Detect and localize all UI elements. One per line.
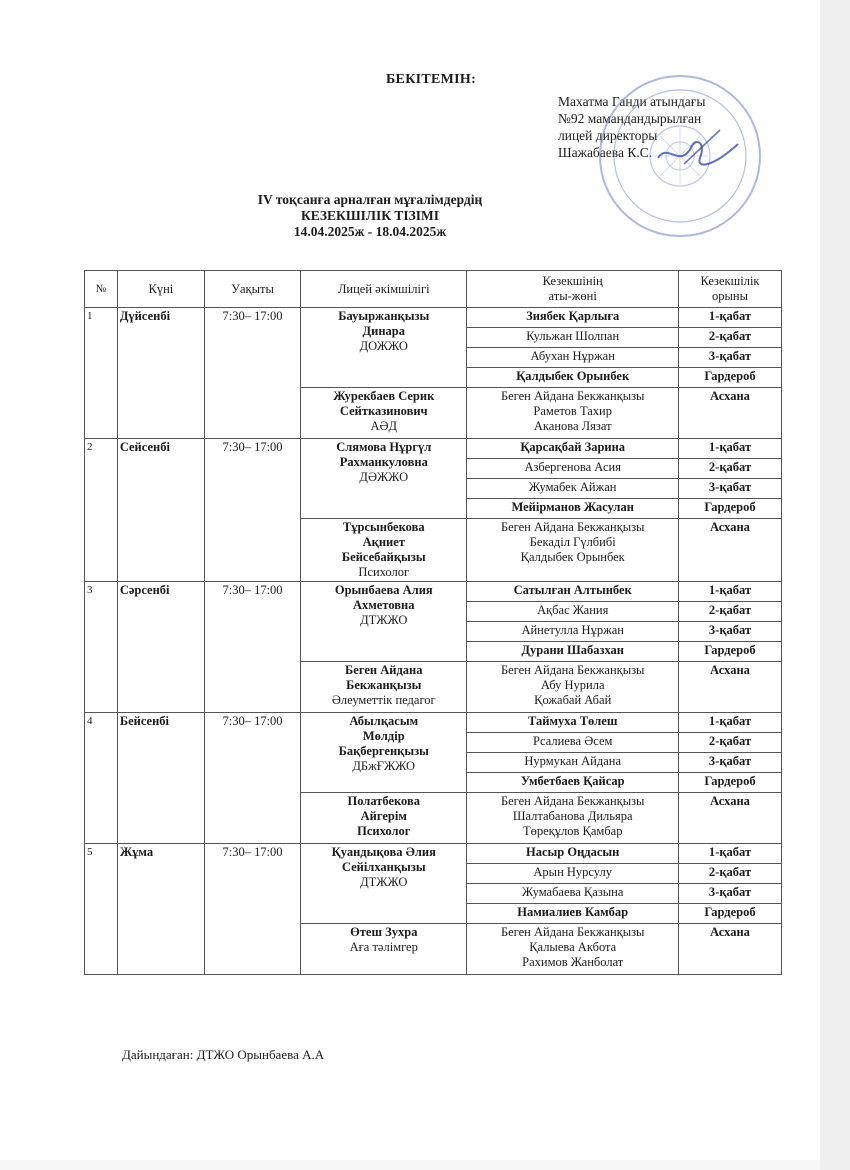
table-row	[85, 844, 782, 864]
row-time: 7:30– 17:00	[204, 582, 300, 713]
cell-line: Раметов Тахир	[533, 404, 613, 418]
approval-line: лицей директоры	[558, 128, 658, 143]
admin-person	[301, 713, 467, 793]
duty-name: Қалдыбек Орынбек	[467, 368, 679, 388]
duty-name: Азбергенова Асия	[467, 459, 679, 479]
row-number: 5	[85, 844, 118, 975]
approval-heading: БЕКІТЕМІН:	[386, 72, 477, 87]
canteen-place: Асхана	[679, 388, 782, 439]
cell-line: Аға тәлімгер	[349, 940, 418, 954]
admin-person	[301, 519, 467, 582]
row-day: Сейсенбі	[117, 439, 204, 582]
cell-line: Абылқасым	[349, 714, 419, 728]
canteen-place: Асхана	[679, 793, 782, 844]
cell-line: Тұрсынбекова	[342, 520, 425, 534]
row-number: 4	[85, 713, 118, 844]
row-number: 3	[85, 582, 118, 713]
duty-place: 1-қабат	[679, 582, 782, 602]
cell-line: ДӘЖЖО	[359, 470, 409, 484]
cell-line: Беген Айдана Бекжанқызы	[500, 389, 645, 403]
duty-name: Таймуха Төлеш	[467, 713, 679, 733]
cell-line: Беген Айдана Бекжанқызы	[500, 663, 645, 677]
duty-name: Кульжан Шолпан	[467, 328, 679, 348]
canteen-duty-names	[467, 793, 679, 844]
cell-line: Психолог	[357, 824, 411, 838]
admin-person	[301, 388, 467, 439]
cell-line: Бақбергенқызы	[338, 744, 429, 758]
duty-place: 1-қабат	[679, 308, 782, 328]
table-row	[85, 713, 782, 733]
row-time: 7:30– 17:00	[204, 844, 300, 975]
cell-line: Беген Айдана	[345, 663, 423, 677]
duty-name: Абухан Нұржан	[467, 348, 679, 368]
col-header-place	[679, 271, 782, 308]
duty-place: 2-қабат	[679, 733, 782, 753]
cell-line: Бауыржанқызы	[338, 309, 430, 323]
document-title	[180, 192, 560, 240]
cell-line: Қалыева Акбота	[529, 940, 617, 954]
cell-line: Қуандықова Әлия	[331, 845, 436, 859]
row-time: 7:30– 17:00	[204, 439, 300, 582]
duty-place: Гардероб	[679, 499, 782, 519]
canteen-duty-names	[467, 388, 679, 439]
duty-place: Гардероб	[679, 368, 782, 388]
col-header-duty-line: Кезекшінің	[542, 274, 603, 288]
col-header-duty	[467, 271, 679, 308]
table-header-row	[85, 271, 782, 308]
duty-place: 3-қабат	[679, 884, 782, 904]
title-line: КЕЗЕКШІЛІК ТІЗІМІ	[300, 208, 440, 223]
cell-line: Ақниет	[362, 535, 405, 549]
duty-place: 1-қабат	[679, 439, 782, 459]
canteen-duty-names	[467, 924, 679, 975]
admin-person	[301, 662, 467, 713]
duty-name: Арын Нурсулу	[467, 864, 679, 884]
cell-line: Сейтказинович	[339, 404, 428, 418]
admin-person	[301, 439, 467, 519]
cell-line: АӘД	[370, 419, 398, 433]
duty-place: 3-қабат	[679, 622, 782, 642]
cell-line: Беген Айдана Бекжанқызы	[500, 794, 645, 808]
cell-line: Мөлдір	[362, 729, 405, 743]
cell-line: Сейілханқызы	[341, 860, 426, 874]
duty-place: Гардероб	[679, 904, 782, 924]
duty-place: Гардероб	[679, 773, 782, 793]
duty-place: 2-қабат	[679, 459, 782, 479]
page-edge	[820, 0, 850, 1170]
duty-place: 3-қабат	[679, 348, 782, 368]
cell-line: Төреқұлов Қамбар	[522, 824, 623, 838]
cell-line: Беген Айдана Бекжанқызы	[500, 925, 645, 939]
table-body	[85, 308, 782, 975]
cell-line: Рахманкуловна	[339, 455, 428, 469]
cell-line: Беген Айдана Бекжанқызы	[500, 520, 645, 534]
prepared-by: Дайындаған: ДТЖО Орынбаева А.А	[122, 1047, 325, 1062]
admin-person	[301, 308, 467, 388]
cell-line: Әлеуметтік педагог	[331, 693, 436, 707]
canteen-place: Асхана	[679, 924, 782, 975]
duty-name: Рсалиева Әсем	[467, 733, 679, 753]
duty-name: Жумабаева Қазына	[467, 884, 679, 904]
duty-place: 2-қабат	[679, 602, 782, 622]
row-day: Сәрсенбі	[117, 582, 204, 713]
admin-person	[301, 582, 467, 662]
duty-name: Қарсақбай Зарина	[467, 439, 679, 459]
duty-place: 2-қабат	[679, 328, 782, 348]
table-row	[85, 439, 782, 459]
duty-name: Айнетулла Нұржан	[467, 622, 679, 642]
cell-line: ДТЖЖО	[360, 875, 408, 889]
duty-name: Мейірманов Жасулан	[467, 499, 679, 519]
table-row	[85, 582, 782, 602]
col-header-admin: Лицей әкімшілігі	[301, 271, 467, 308]
duty-place: 2-қабат	[679, 864, 782, 884]
approval-line: Шажабаева К.С.	[558, 145, 653, 160]
duty-name: Нурмукан Айдана	[467, 753, 679, 773]
cell-line: Слямова Нұргүл	[336, 440, 432, 454]
cell-line: Динара	[362, 324, 405, 338]
cell-line: Қалдыбек Орынбек	[520, 550, 625, 564]
cell-line: Ахметовна	[353, 598, 415, 612]
cell-line: Айгерім	[360, 809, 407, 823]
table-row	[85, 308, 782, 328]
row-number: 1	[85, 308, 118, 439]
approval-line: Махатма Ганди атындағы	[558, 94, 706, 109]
duty-name: Зиябек Қарлыға	[467, 308, 679, 328]
cell-line: Шалтабанова Дильяра	[512, 809, 633, 823]
cell-line: Бекаділ Гүлбибі	[529, 535, 616, 549]
row-time: 7:30– 17:00	[204, 713, 300, 844]
col-header-place-line: Кезекшілік	[700, 274, 760, 288]
row-day: Жұма	[117, 844, 204, 975]
title-line: 14.04.2025ж - 18.04.2025ж	[293, 224, 447, 239]
cell-line: Өтеш Зухра	[350, 925, 418, 939]
approval-line: №92 мамандандырылған	[558, 111, 702, 126]
official-seal-icon	[596, 72, 764, 240]
cell-line: Бекжанқызы	[346, 678, 422, 692]
duty-place: 3-қабат	[679, 753, 782, 773]
cell-line: ДОЖЖО	[359, 339, 408, 353]
canteen-duty-names	[467, 662, 679, 713]
duty-schedule-table	[84, 270, 782, 975]
duty-name: Сатылған Алтынбек	[467, 582, 679, 602]
admin-person	[301, 844, 467, 924]
duty-place: 3-қабат	[679, 479, 782, 499]
duty-place: 1-қабат	[679, 844, 782, 864]
cell-line: Аканова Лязат	[533, 419, 612, 433]
cell-line: Бейсебайқызы	[341, 550, 426, 564]
row-time: 7:30– 17:00	[204, 308, 300, 439]
row-number: 2	[85, 439, 118, 582]
title-line: IV тоқсанға арналған мұғалімдердің	[257, 192, 483, 207]
cell-line: ДБжҒЖЖО	[352, 759, 416, 773]
col-header-duty-line: аты-жөні	[548, 289, 597, 303]
duty-place: Гардероб	[679, 642, 782, 662]
col-header-day: Күні	[117, 271, 204, 308]
duty-name: Жумабек Айжан	[467, 479, 679, 499]
cell-line: Полатбекова	[347, 794, 420, 808]
cell-line: Журекбаев Серик	[333, 389, 435, 403]
duty-name: Насыр Оңдасын	[467, 844, 679, 864]
canteen-place: Асхана	[679, 662, 782, 713]
duty-name: Умбетбаев Қайсар	[467, 773, 679, 793]
duty-name: Дурани Шабазхан	[467, 642, 679, 662]
duty-place: 1-қабат	[679, 713, 782, 733]
duty-name: Ақбас Жания	[467, 602, 679, 622]
canteen-place: Асхана	[679, 519, 782, 582]
duty-name: Намиалиев Камбар	[467, 904, 679, 924]
col-header-time: Уақыты	[204, 271, 300, 308]
cell-line: ДТЖЖО	[360, 613, 408, 627]
col-header-place-line: орыны	[712, 289, 748, 303]
cell-line: Орынбаева Алия	[334, 583, 433, 597]
admin-person	[301, 793, 467, 844]
row-day: Бейсенбі	[117, 713, 204, 844]
row-day: Дүйсенбі	[117, 308, 204, 439]
canteen-duty-names	[467, 519, 679, 582]
cell-line: Рахимов Жанболат	[522, 955, 624, 969]
cell-line: Абу Нурила	[540, 678, 605, 692]
cell-line: Психолог	[358, 565, 410, 579]
admin-person	[301, 924, 467, 975]
cell-line: Қожабай Абай	[534, 693, 612, 707]
col-header-num: №	[85, 271, 118, 308]
